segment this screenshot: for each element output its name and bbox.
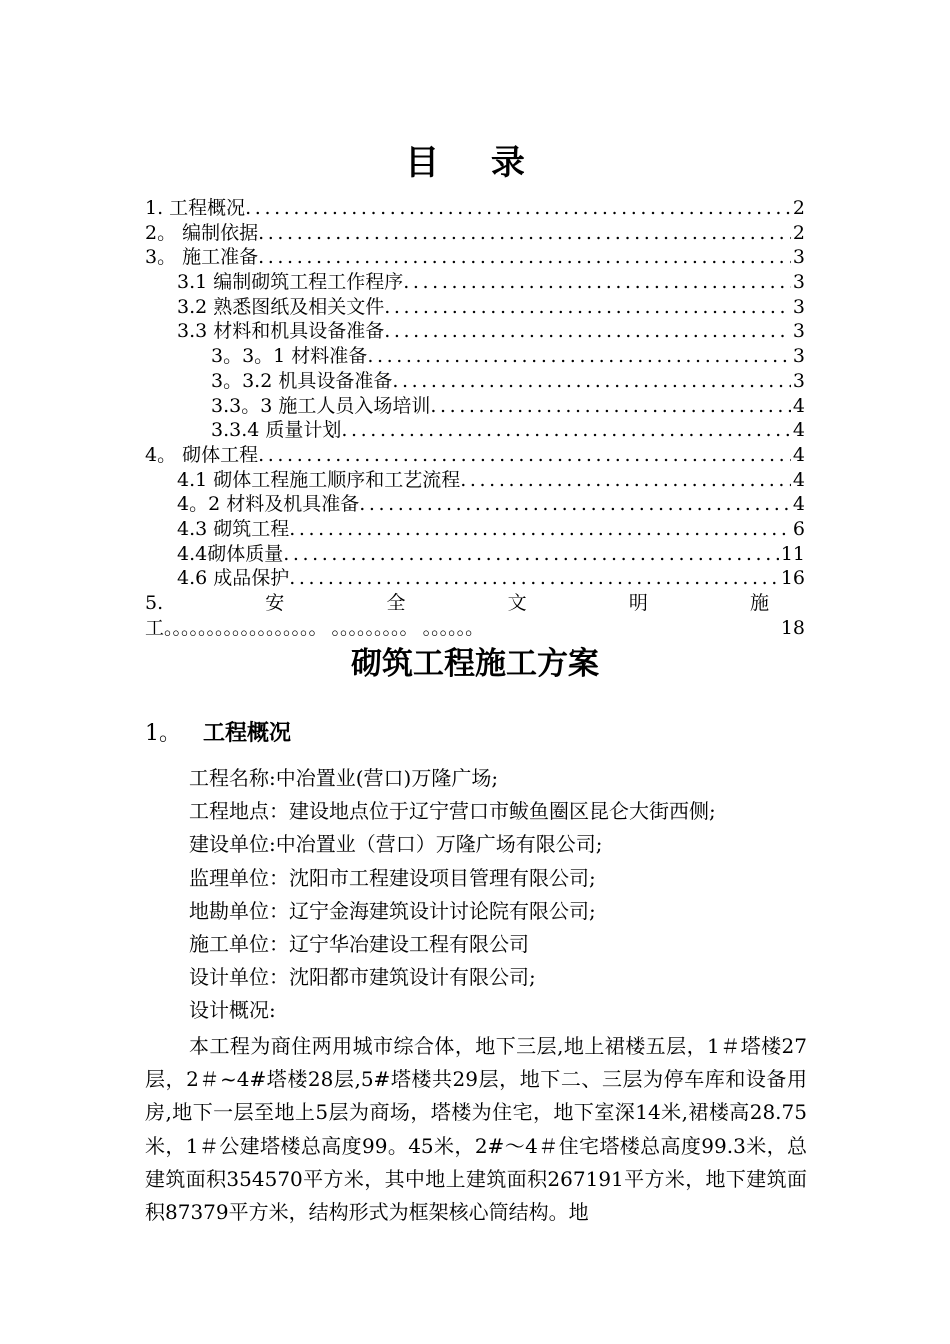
toc-entry-label: 3。3.2 机具设备准备 (211, 369, 393, 392)
info-line: 工程地点：建设地点位于辽宁营口市鲅鱼圈区昆仑大街西侧; (189, 799, 716, 824)
info-line: 设计单位：沈阳都市建筑设计有限公司; (189, 965, 536, 990)
table-of-contents (145, 196, 805, 640)
toc-entry-page: 4 (792, 443, 805, 466)
toc-entry-page: 4 (792, 493, 805, 516)
toc-entry[interactable] (145, 319, 805, 344)
toc-entry-page: 2 (792, 197, 805, 219)
toc-entry-label: 4。 砌体工程 (145, 443, 259, 466)
section-title: 工程概况 (203, 721, 292, 746)
toc-entry-dots: 。。。。。。。。。。。。。。。。。。 。。。。。。。。。 。。。。。。 (164, 616, 484, 639)
toc-entry-label: 2。 编制依据 (145, 221, 259, 244)
toc-entry-label: 3.3。3 施工人员入场培训 (211, 394, 431, 417)
toc-entry-page: 3 (792, 295, 805, 318)
toc-entry-char: 文 (507, 592, 527, 614)
toc-entry[interactable] (145, 492, 805, 517)
info-line: 设计概况: (189, 998, 276, 1023)
toc-title: 目 录 (405, 143, 545, 183)
toc-entry[interactable] (145, 245, 805, 270)
toc-entry-tail: 工 (145, 616, 165, 639)
toc-entry[interactable] (145, 394, 805, 419)
toc-entry[interactable] (145, 517, 805, 542)
info-line: 监理单位：沈阳市工程建设项目管理有限公司; (189, 865, 596, 890)
toc-entry[interactable] (145, 542, 805, 567)
toc-entry-page: 3 (792, 320, 805, 343)
info-line: 工程名称:中冶置业(营口)万隆广场; (189, 766, 499, 790)
toc-entry[interactable] (145, 418, 805, 443)
toc-entry-last[interactable] (145, 591, 805, 616)
project-description: 本工程为商住两用城市综合体，地下三层,地上裙楼五层，1＃塔楼27层，2＃~4#塔楼28层,5#塔楼共29层，地下二、三层为停车库和设备用房,地下一层至地上5层为商场，塔楼为住宅，地下室深14米,裙楼高28.75米，1＃公建塔楼总高度99。45米，2#～4＃住宅塔楼总高度99.3米，总建筑面积354570平方米，其中地上建筑面积267191平方米，地下建筑面积87379平方米，结构形式为框架核心筒结构。地 (145, 1034, 807, 1225)
section-number: 1。 (145, 721, 181, 746)
toc-entry-char: 全 (386, 592, 406, 614)
toc-entry[interactable] (145, 566, 805, 591)
toc-entry-page: 3 (792, 271, 805, 294)
toc-entry-label: 4.3 砌筑工程 (177, 517, 290, 540)
toc-entry[interactable] (145, 196, 805, 221)
toc-entry-page: 4 (792, 419, 805, 442)
toc-entry-last-continued[interactable] (145, 616, 805, 641)
toc-entry[interactable] (145, 443, 805, 468)
toc-entry-label: 3。 施工准备 (145, 246, 259, 269)
toc-entry-page: 18 (780, 616, 805, 639)
toc-entry-page: 11 (780, 542, 805, 565)
toc-entry-label: 3.3 材料和机具设备准备 (177, 320, 385, 343)
project-info (189, 762, 809, 1028)
toc-entry-label: 3.2 熟悉图纸及相关文件 (177, 295, 385, 318)
toc-entry-char: 施 (749, 592, 769, 614)
toc-entry[interactable] (145, 369, 805, 394)
toc-entry-label: 3.3.4 质量计划 (211, 419, 342, 442)
toc-entry-page: 4 (792, 394, 805, 417)
info-line: 施工单位：辽宁华冶建设工程有限公司 (189, 931, 529, 956)
toc-entry-page: 3 (792, 345, 805, 368)
toc-entry[interactable] (145, 270, 805, 295)
toc-entry-page: 2 (792, 221, 805, 244)
info-line: 建设单位:中冶置业（营口）万隆广场有限公司; (189, 832, 603, 857)
toc-entry[interactable] (145, 295, 805, 320)
toc-entry-label: 3.1 编制砌筑工程工作程序 (177, 271, 404, 294)
info-line: 地勘单位：辽宁金海建筑设计讨论院有限公司; (189, 898, 596, 923)
toc-entry-label: 4.1 砌体工程施工顺序和工艺流程 (177, 468, 461, 491)
toc-entry-char: 安 (265, 592, 285, 614)
toc-entry-page: 16 (780, 567, 805, 590)
toc-entry[interactable] (145, 468, 805, 493)
toc-entry-label: 4.4砌体质量 (177, 542, 284, 565)
toc-entry-page: 4 (792, 468, 805, 491)
toc-entry-label: 4.6 成品保护 (177, 567, 290, 590)
document-title: 砌筑工程施工方案 (351, 646, 599, 682)
toc-entry-char: 明 (628, 592, 648, 614)
toc-entry[interactable] (145, 344, 805, 369)
toc-entry-label: 4。2 材料及机具准备 (177, 493, 360, 516)
toc-entry-label: 3。3。1 材料准备 (211, 345, 368, 368)
toc-entry-page: 3 (792, 246, 805, 269)
section-heading (145, 718, 291, 750)
toc-entry[interactable] (145, 221, 805, 246)
toc-entry-label: 1. 工程概况 (145, 197, 246, 219)
toc-entry-page: 3 (792, 369, 805, 392)
toc-entry-number: 5. (145, 592, 164, 614)
toc-entry-page: 6 (792, 517, 805, 540)
